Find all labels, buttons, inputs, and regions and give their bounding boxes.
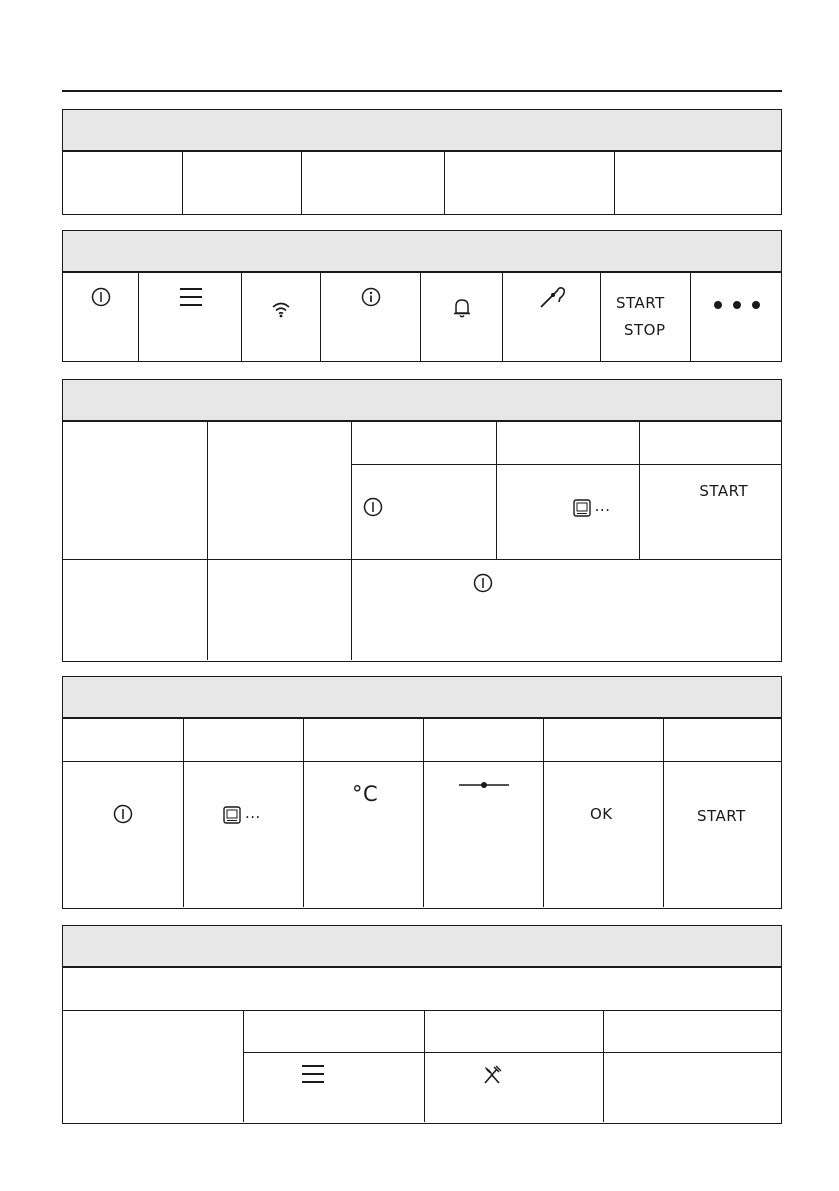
table-cell <box>63 1011 243 1122</box>
power-icon[interactable] <box>363 497 383 517</box>
menu-icon[interactable] <box>179 287 203 307</box>
table-cell <box>138 273 241 361</box>
table-cell <box>424 1011 604 1052</box>
temperature-icon[interactable]: °C <box>352 782 379 806</box>
table-cell <box>496 422 640 464</box>
stop-label[interactable]: STOP <box>624 321 666 339</box>
table-cell <box>424 1053 604 1122</box>
more-dots-icon[interactable] <box>713 300 761 310</box>
section-5-header <box>63 926 781 968</box>
table-cell <box>352 422 496 464</box>
table-cell <box>639 422 781 464</box>
power-icon[interactable] <box>473 573 493 593</box>
table-cell <box>183 719 303 761</box>
table-cell <box>207 422 351 559</box>
table-cell-group <box>243 1011 781 1122</box>
table-cell <box>496 465 640 559</box>
table-cell <box>63 762 183 907</box>
table-cell <box>603 1053 781 1122</box>
table-cell <box>63 560 207 660</box>
table-cell <box>183 762 303 907</box>
table-cell <box>303 762 423 907</box>
section-4-header <box>63 677 781 719</box>
table-cell <box>444 152 614 214</box>
table-cell <box>600 273 690 361</box>
table-cell <box>614 152 781 214</box>
ok-label[interactable]: OK <box>590 805 613 823</box>
cutlery-icon[interactable] <box>482 1065 502 1085</box>
table-cell-group <box>351 422 781 559</box>
table-cell <box>351 560 781 660</box>
table-section-2 <box>62 230 782 362</box>
slider-icon[interactable] <box>458 780 510 790</box>
table-cell <box>301 152 444 214</box>
ellipsis-label: ... <box>594 497 611 515</box>
oven-function-icon[interactable] <box>573 499 591 517</box>
table-section-1 <box>62 109 782 215</box>
table-cell <box>543 719 663 761</box>
table-cell <box>423 719 543 761</box>
table-section-5 <box>62 925 782 1124</box>
table-cell <box>502 273 600 361</box>
power-icon[interactable] <box>91 287 111 307</box>
table-section-3 <box>62 379 782 662</box>
table-cell <box>603 1011 781 1052</box>
table-cell <box>63 968 781 1010</box>
table-cell <box>244 1011 424 1052</box>
bell-icon[interactable] <box>452 297 472 319</box>
table-cell <box>420 273 502 361</box>
table-cell <box>543 762 663 907</box>
table-cell <box>303 719 423 761</box>
section-3-header <box>63 380 781 422</box>
table-cell <box>663 719 781 761</box>
food-probe-icon[interactable] <box>539 285 567 309</box>
table-cell <box>639 465 781 559</box>
section-2-header <box>63 231 781 273</box>
table-cell <box>320 273 420 361</box>
table-cell <box>63 152 182 214</box>
table-cell <box>241 273 320 361</box>
table-cell <box>244 1053 424 1122</box>
start-label[interactable]: START <box>697 807 746 825</box>
menu-icon[interactable] <box>301 1064 325 1084</box>
top-rule <box>62 90 782 92</box>
table-cell <box>63 422 207 559</box>
table-cell <box>423 762 543 907</box>
section-1-header <box>63 110 781 152</box>
table-cell <box>690 273 781 361</box>
wifi-icon[interactable] <box>271 300 291 318</box>
table-cell <box>207 560 351 660</box>
start-label[interactable]: START <box>616 294 665 312</box>
table-cell <box>63 273 138 361</box>
table-cell <box>663 762 781 907</box>
ellipsis-label: ... <box>245 804 261 822</box>
oven-function-icon[interactable] <box>223 806 241 824</box>
table-section-4 <box>62 676 782 909</box>
info-icon[interactable] <box>361 287 381 307</box>
table-cell <box>352 465 496 559</box>
table-cell <box>182 152 301 214</box>
start-label[interactable]: START <box>699 482 749 500</box>
power-icon[interactable] <box>113 804 133 824</box>
table-cell <box>63 719 183 761</box>
